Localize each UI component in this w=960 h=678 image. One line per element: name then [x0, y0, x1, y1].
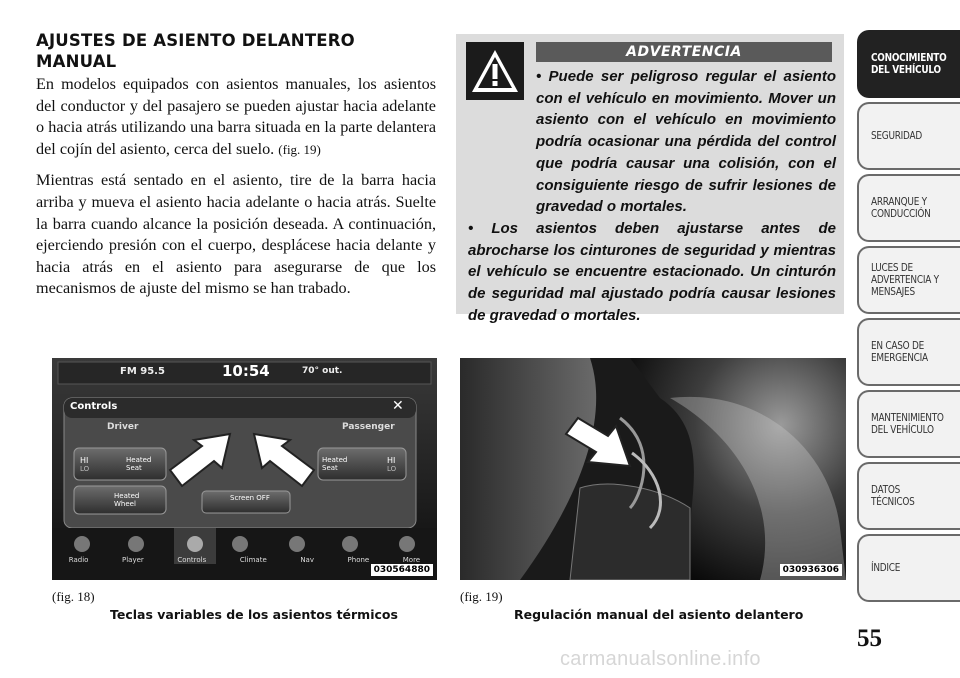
warning-box: [456, 34, 844, 324]
close-icon: ✕: [392, 398, 404, 414]
figure-19-code: 030936306: [780, 564, 842, 576]
nav-climate: Climate: [239, 556, 267, 564]
paragraph-2: Mientras está sentado en el asiento, tire de la barra hacia arriba y mueva el asiento hacia adelante o hacia atrás. Suelte la barra cuando alcance la posición deseada. A continuación, ejerciendo presión con el cuerpo, desplácese hacia delante y hacia atrás en el asiento para asegurarse de que los mecanismos de ajuste del mismo se han trabado.: [36, 171, 436, 298]
tab-en-caso-de-emergencia[interactable]: EN CASO DE EMERGENCIA: [857, 318, 960, 386]
bottom-nav-bar: [52, 556, 437, 564]
driver-hi-label: HI: [80, 456, 89, 465]
warning-text: [468, 66, 836, 326]
tab-seguridad[interactable]: SEGURIDAD: [857, 102, 960, 170]
passenger-lo-label: LO: [387, 465, 397, 473]
figure-18-code: 030564880: [371, 564, 433, 576]
tab-conocimiento-del-vehiculo[interactable]: CONOCIMIENTO DEL VEHÍCULO: [857, 30, 960, 98]
driver-lo-label: LO: [80, 465, 90, 473]
left-column: [36, 30, 436, 310]
figure-19-image: [460, 358, 846, 580]
page-number: 55: [857, 625, 882, 652]
nav-more: More: [402, 556, 421, 564]
nav-phone: Phone: [347, 556, 370, 564]
tab-luces-de-advertencia[interactable]: LUCES DE ADVERTENCIA Y MENSAJES: [857, 246, 960, 314]
passenger-label: Passenger: [342, 422, 395, 432]
screen-off-button: Screen OFF: [230, 494, 270, 502]
nav-radio: Radio: [68, 556, 89, 564]
section-heading: AJUSTES DE ASIENTO DELANTERO MANUAL: [36, 31, 355, 71]
warning-title: ADVERTENCIA: [536, 42, 832, 62]
heated-wheel-button: Heated Wheel: [114, 492, 140, 508]
passenger-heated-seat-button: Heated Seat: [322, 456, 348, 472]
tab-arranque-y-conduccion[interactable]: ARRANQUE Y CONDUCCIÓN: [857, 174, 960, 242]
paragraph-1: En modelos equipados con asientos manuales, los asientos del conductor y del pasajero se pueden ajustar hacia adelante o hacia atrás utilizando una barra situada en la parte delantera del cojín del asiento, cerca del suelo. (fig. 19): [36, 75, 436, 158]
warning-item-2: • Los asientos deben ajustarse antes de abrocharse los cinturones de seguridad y mientras el vehículo se encuentre estacionado. Un cinturón de seguridad mal ajustado podría causar lesiones de gravedad o mortales.: [468, 219, 836, 324]
tab-mantenimiento[interactable]: MANTENIMIENTO DEL VEHÍCULO: [857, 390, 960, 458]
figure-18-caption: Teclas variables de los asientos térmicos: [110, 607, 398, 622]
watermark: carmanualsonline.info: [560, 648, 761, 670]
nav-player: Player: [121, 556, 144, 564]
figure-18-image: [52, 358, 437, 580]
figure-reference: (fig. 19): [278, 141, 321, 157]
passenger-hi-label: HI: [387, 456, 396, 465]
warning-item-1: • Puede ser peligroso regular el asiento con el vehículo en movimiento. Mover un asiento con el vehículo en movimiento podría ocasionar una pérdida del control que podría causar una colisión, con el consiguiente riesgo de sufrir lesiones de gravedad o mortales.: [536, 68, 836, 216]
figure-19-caption: Regulación manual del asiento delantero: [514, 607, 804, 622]
tab-datos-tecnicos[interactable]: DATOS TÉCNICOS: [857, 462, 960, 530]
controls-title: Controls: [70, 401, 118, 412]
radio-station: FM 95.5: [120, 366, 165, 377]
figure-19-label: (fig. 19): [460, 589, 503, 604]
nav-nav: Nav: [300, 556, 314, 564]
chapter-tabs: [857, 30, 960, 606]
outside-temp: 70° out.: [302, 366, 343, 376]
nav-controls: Controls: [177, 556, 207, 564]
clock: 10:54: [222, 362, 270, 380]
driver-label: Driver: [107, 422, 139, 432]
figure-18-label: (fig. 18): [52, 589, 95, 604]
driver-heated-seat-button: Heated Seat: [126, 456, 152, 472]
tab-indice[interactable]: ÍNDICE: [857, 534, 960, 602]
